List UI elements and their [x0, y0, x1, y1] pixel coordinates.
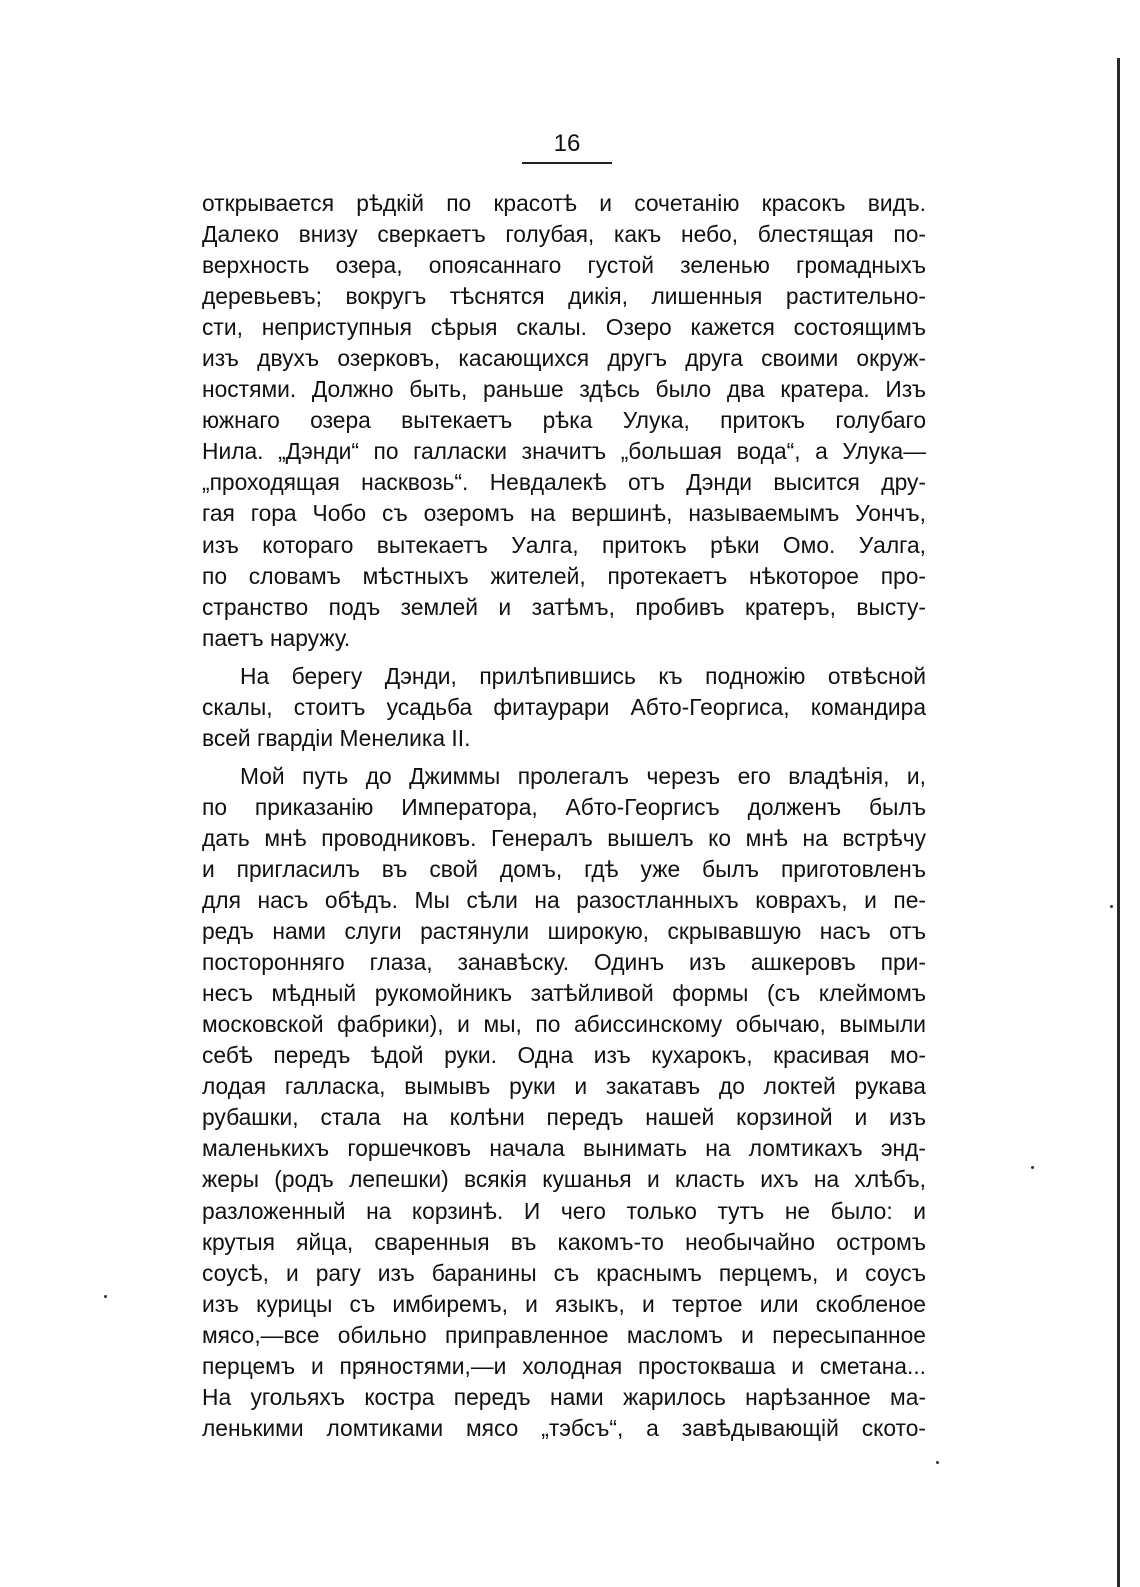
text-line: Далеко внизу сверкаетъ голубая, какъ небо, блестящая по- — [202, 221, 926, 248]
text-line: изъ котораго вытекаетъ Уалга, притокъ рѣки Омо. Уалга, — [202, 531, 926, 558]
page-edge-line — [1117, 58, 1120, 1587]
text-line: и пригласилъ въ свой домъ, гдѣ уже былъ приготовленъ — [202, 855, 926, 882]
scan-speck — [1110, 905, 1113, 908]
text-line: разложенный на корзинѣ. И чего только тутъ не было: и — [202, 1197, 926, 1224]
text-line: паетъ наружу. — [202, 624, 351, 651]
paragraph — [202, 188, 926, 654]
text-line: перцемъ и пряностями,—и холодная простокваша и сметана... — [202, 1352, 926, 1379]
text-line: На берегу Дэнди, прилѣпившись къ подножію отвѣсной — [240, 662, 926, 689]
paragraph — [202, 661, 926, 754]
text-line: московской фабрики), и мы, по абиссинскому обычаю, вымыли — [202, 1011, 926, 1038]
text-line: посторонняго глаза, занавѣску. Одинъ изъ ашкеровъ при- — [202, 949, 926, 976]
scan-speck — [936, 1461, 939, 1464]
text-line: ленькими ломтиками мясо „тэбсъ“, а завѣдывающій ското- — [202, 1414, 926, 1441]
paragraph-gap — [202, 654, 926, 661]
text-line: „проходящая насквозь“. Невдалекѣ отъ Дэнди высится дру- — [202, 469, 926, 496]
paragraph — [202, 761, 926, 1444]
text-line: верхность озера, опоясаннаго густой зеленью громадныхъ — [202, 252, 926, 279]
text-line: лодая галласка, вымывъ руки и закатавъ до локтей рукава — [202, 1073, 926, 1100]
text-line: крутыя яйца, сваренныя въ какомъ-то необычайно остромъ — [202, 1228, 926, 1255]
text-line: всей гвардіи Менелика II. — [202, 724, 471, 751]
text-line: южнаго озера вытекаетъ рѣка Улука, притокъ голубаго — [202, 407, 926, 434]
text-line: скалы, стоитъ усадьба фитаурари Абто-Георгиса, командира — [202, 693, 926, 720]
page-number: 16 — [553, 130, 581, 157]
text-line: Нила. „Дэнди“ по галласки значитъ „большая вода“, а Улука— — [202, 438, 926, 465]
text-line: рубашки, стала на колѣни передъ нашей корзиной и изъ — [202, 1104, 926, 1131]
text-line: На угольяхъ костра передъ нами жарилось нарѣзанное ма- — [202, 1383, 926, 1410]
text-line: для насъ обѣдъ. Мы сѣли на разостланныхъ коврахъ, и пе- — [202, 887, 926, 914]
text-line: по приказанію Императора, Абто-Георгисъ долженъ былъ — [202, 793, 926, 820]
text-line: себѣ передъ ѣдой руки. Одна изъ кухарокъ, красивая мо- — [202, 1042, 926, 1069]
text-line: дать мнѣ проводниковъ. Генералъ вышелъ ко мнѣ на встрѣчу — [202, 824, 926, 851]
text-line: деревьевъ; вокругъ тѣснятся дикія, лишенныя растительно- — [202, 283, 926, 310]
scan-speck — [104, 1295, 107, 1298]
scan-speck — [1031, 1166, 1034, 1169]
text-line: несъ мѣдный рукомойникъ затѣйливой формы (съ клеймомъ — [202, 980, 926, 1007]
text-line: редъ нами слуги растянули широкую, скрывавшую насъ отъ — [202, 918, 926, 945]
text-line: соусѣ, и рагу изъ баранины съ краснымъ перцемъ, и соусъ — [202, 1259, 926, 1286]
text-line: Мой путь до Джиммы пролегалъ черезъ его владѣнія, и, — [240, 762, 926, 789]
text-line: мясо,—все обильно приправленное масломъ и пересыпанное — [202, 1321, 926, 1348]
text-line: сти, неприступныя сѣрыя скалы. Озеро кажется состоящимъ — [202, 314, 926, 341]
text-line: открывается рѣдкій по красотѣ и сочетанію красокъ видъ. — [202, 190, 926, 216]
text-line: маленькихъ горшечковъ начала вынимать на ломтикахъ энд- — [202, 1135, 926, 1162]
text-line: изъ курицы съ имбиремъ, и языкъ, и тертое или скобленое — [202, 1290, 926, 1317]
body-text — [202, 188, 926, 1444]
text-line: изъ двухъ озерковъ, касающихся другъ друга своими окруж- — [202, 345, 926, 372]
text-line: жеры (родъ лепешки) всякія кушанья и класть ихъ на хлѣбъ, — [202, 1166, 926, 1193]
text-line: странство подъ землей и затѣмъ, пробивъ кратеръ, высту- — [202, 593, 926, 620]
text-line: по словамъ мѣстныхъ жителей, протекаетъ нѣкоторое про- — [202, 562, 926, 589]
paragraph-gap — [202, 754, 926, 761]
text-line: ностями. Должно быть, раньше здѣсь было два кратера. Изъ — [202, 376, 926, 403]
text-line: гая гора Чобо съ озеромъ на вершинѣ, называемымъ Уончъ, — [202, 500, 926, 527]
page-number-rule — [522, 162, 612, 164]
